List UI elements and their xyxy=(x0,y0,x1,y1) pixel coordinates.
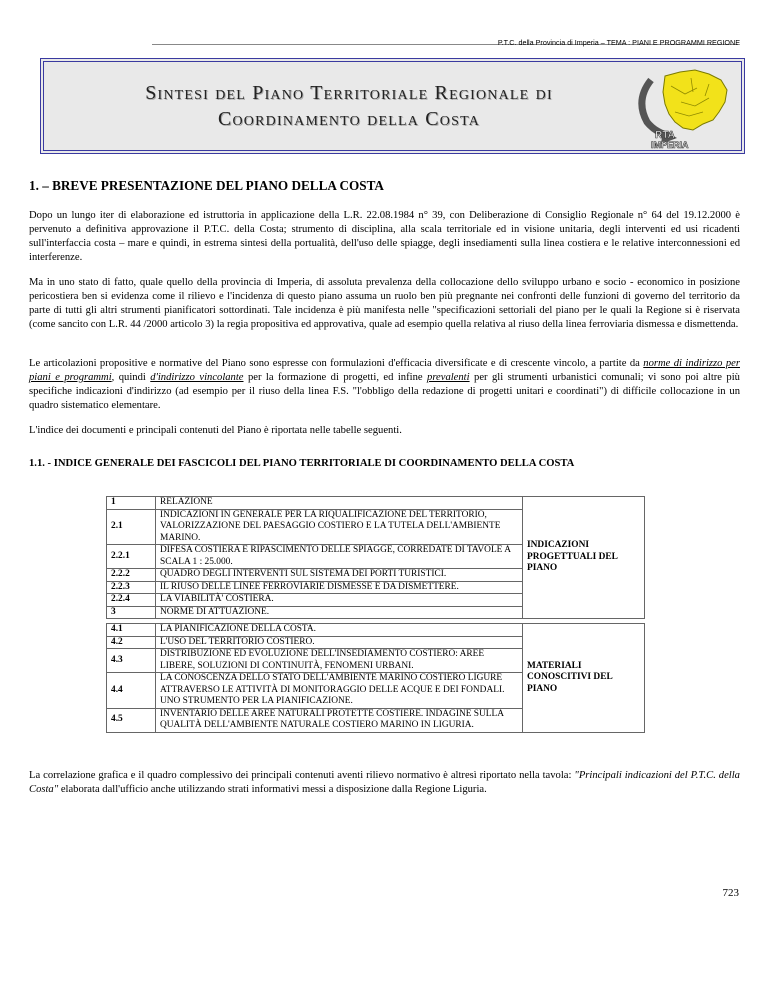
table-row-num: 4.1 xyxy=(107,624,156,637)
document-title-line-2: Coordinamento della Costa xyxy=(217,108,481,130)
tavola-title: "Principali indicazioni del P.T.C. della Costa" xyxy=(29,770,740,795)
index-table-progettuali xyxy=(106,496,645,619)
logo-text-rta: RTA xyxy=(655,130,675,141)
table-row-num: 2.2.1 xyxy=(107,545,156,569)
link-norme-di-indirizzo: norme di indirizzo per piani e programmi xyxy=(29,358,740,383)
table-row-text: RELAZIONE xyxy=(156,497,523,510)
table-side-label: INDICAZIONI PROGETTUALI DEL PIANO xyxy=(523,497,645,619)
table-row-num: 4.3 xyxy=(107,649,156,673)
document-title-line-1: Sintesi del Piano Territoriale Regionale di xyxy=(145,82,553,104)
table-row-num: 4.4 xyxy=(107,673,156,709)
table-row-text: IL RIUSO DELLE LINEE FERROVIARIE DISMESSE E DA DISMETTERE. xyxy=(156,581,523,594)
logo-text-imperia: IMPERIA xyxy=(651,140,689,150)
table-row-num: 4.5 xyxy=(107,708,156,732)
table-row-num: 3 xyxy=(107,606,156,619)
paragraph-4: L'indice dei documenti e principali contenuti del Piano è riportata nelle tabelle seguenti. xyxy=(29,425,402,436)
link-prevalenti: prevalenti xyxy=(427,372,470,383)
table-row-text: LA CONOSCENZA DELLO STATO DELL'AMBIENTE MARINO COSTIERO LIGURE ATTRAVERSO LE ATTIVITÀ DI MONITORAGGIO DELLE ACQUE E DEI FONDALI. UNO STRUMENTO PER LA PIANIFICAZIONE. xyxy=(156,673,523,709)
table-side-label: MATERIALI CONOSCITIVI DEL PIANO xyxy=(523,624,645,733)
table-row-text: DISTRIBUZIONE ED EVOLUZIONE DELL'INSEDIAMENTO COSTIERO: AREE LIBERE, SOLUZIONI DI CONTINUITÀ, FENOMENI URBANI. xyxy=(156,649,523,673)
index-table-conoscitivi xyxy=(106,623,645,733)
table-row-text: NORME DI ATTUAZIONE. xyxy=(156,606,523,619)
table-row-num: 2.2.3 xyxy=(107,581,156,594)
table-row-text: INDICAZIONI IN GENERALE PER LA RIQUALIFICAZIONE DEL TERRITORIO, VALORIZZAZIONE DEL PAESAGGIO COSTIERO E LA TUTELA DELL'AMBIENTE MARINO. xyxy=(156,509,523,545)
section-1-1-heading: 1.1. - INDICE GENERALE DEI FASCICOLI DEL PIANO TERRITORIALE DI COORDINAMENTO DELLA COSTA xyxy=(29,458,575,469)
page-number: 723 xyxy=(722,887,739,899)
table-row-num: 4.2 xyxy=(107,636,156,649)
table-row-num: 1 xyxy=(107,497,156,510)
table-row-text: LA VIABILITÀ' COSTIERA. xyxy=(156,594,523,607)
table-row-text: QUADRO DEGLI INTERVENTI SUL SISTEMA DEI PORTI TURISTICI. xyxy=(156,569,523,582)
province-map-logo xyxy=(625,66,735,152)
paragraph-5: La correlazione grafica e il quadro complessivo dei principali contenuti aventi rilievo normativo è altresì riportato nella tavola: "Principali indicazioni del P.T.C. della Costa" elaborata dall'ufficio anche utilizzando strati informativi messi a disposizione dalla Regione Liguria. xyxy=(29,770,740,795)
table-row-num: 2.2.4 xyxy=(107,594,156,607)
section-1-heading: 1. – BREVE PRESENTAZIONE DEL PIANO DELLA COSTA xyxy=(29,178,384,193)
paragraph-3: Le articolazioni propositive e normative del Piano sono espresse con formulazioni d'efficacia diversificate e di crescente vincolo, a partite da norme di indirizzo per piani e programmi, quindi d'indirizzo vincolante per la formazione di progetti, ed infine prevalenti per gli strumenti urbanistici comunali; vi sono poi altre più specifiche indicazioni d'indirizzo (ad esempio per il riuso della linea F.S. "l'obbligo della redazione di progetti unitari e coordinati") di difficile collocazione in un quadro sistematico elementare. xyxy=(29,358,740,411)
table-row-num: 2.2.2 xyxy=(107,569,156,582)
paragraph-2: Ma in uno stato di fatto, quale quello della provincia di Imperia, di assoluta prevalenza della collocazione dello sviluppo urbano e socio - economico in posizione pericostiera ben si evidenza come il rilievo e l'incidenza di questo piano assuma un ruolo ben più pregnante nei confronti delle funzioni di governo del territorio da parte di tutti gli altri strumenti pianificatori sottordinati. Tale incidenza è più manifesta nelle "specificazioni settoriali del piano per le quali la Regione si è riservata (come sancito con L.R. 44 /2000 articolo 3) la regia propositiva ed approvativa, quale ad esempio quella relativa al riuso della linea ferroviaria dismessa e dismettenda. xyxy=(29,277,740,330)
table-row-text: INVENTARIO DELLE AREE NATURALI PROTETTE COSTIERE. INDAGINE SULLA QUALITÀ DELL'AMBIENTE NATURALE COSTIERO MARINO IN LIGURIA. xyxy=(156,708,523,732)
table-row-num: 2.1 xyxy=(107,509,156,545)
title-box xyxy=(40,58,745,154)
running-header: P.T.C. della Provincia di Imperia – TEMA : PIANI E PROGRAMMI REGIONE xyxy=(497,38,740,47)
paragraph-1: Dopo un lungo iter di elaborazione ed istruttoria in applicazione della L.R. 22.08.1984 n° 39, con Deliberazione di Consiglio Regionale n° 64 del 19.12.2000 è pervenuto a definitiva approvazione il P.T.C. della Costa; strumento di disciplina, alla scala territoriale ed in visione unitaria, degli interventi ed usi ricadenti sull'interfaccia costa – mare e quindi, in estrema sintesi della portualità, dell'uso delle spiagge, degli insediamenti sulla linea costiera e le relative interconnessioni ed interferenze. xyxy=(29,210,740,263)
table-row-text: LA PIANIFICAZIONE DELLA COSTA. xyxy=(156,624,523,637)
table-row-text: L'USO DEL TERRITORIO COSTIERO. xyxy=(156,636,523,649)
link-indirizzo-vincolante: d'indirizzo vincolante xyxy=(150,372,244,383)
table-row-text: DIFESA COSTIERA E RIPASCIMENTO DELLE SPIAGGE, CORREDATE DI TAVOLE A SCALA 1 : 25.000. xyxy=(156,545,523,569)
